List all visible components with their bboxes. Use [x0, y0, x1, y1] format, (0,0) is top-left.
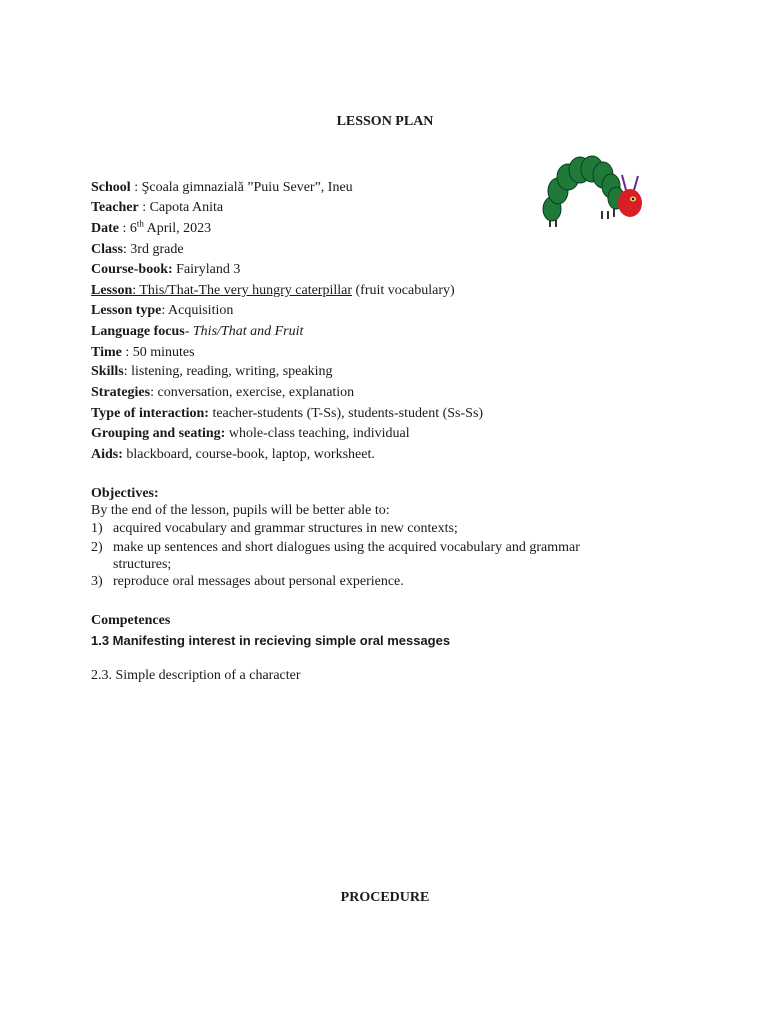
- coursebook-line: Course-book: Fairyland 3: [91, 262, 241, 277]
- caterpillar-head: [618, 175, 642, 217]
- objectives-intro: By the end of the lesson, pupils will be better able to:: [91, 503, 390, 518]
- skills-line: Skills: listening, reading, writing, speaking: [91, 364, 333, 379]
- aids-line: Aids: blackboard, course-book, laptop, worksheet.: [91, 447, 375, 462]
- competence-item: 2.3. Simple description of a character: [91, 668, 301, 683]
- caterpillar-illustration: [540, 153, 644, 233]
- competences-heading: Competences: [91, 613, 171, 628]
- competence-item: 1.3 Manifesting interest in recieving simple oral messages: [91, 633, 451, 648]
- procedure-heading: PROCEDURE: [340, 890, 430, 905]
- strategies-line: Strategies: conversation, exercise, explanation: [91, 385, 355, 400]
- lesson-line: Lesson: This/That-The very hungry caterpillar (fruit vocabulary): [91, 283, 455, 298]
- school-line: School : Şcoala gimnazială ”Puiu Sever”, Ineu: [91, 180, 353, 195]
- date-line: Date : 6th April, 2023: [91, 218, 212, 236]
- lesson-plan-title: LESSON PLAN: [336, 114, 434, 129]
- lesson-type-line: Lesson type: Acquisition: [91, 303, 234, 318]
- objective-item: 1) acquired vocabulary and grammar structures in new contexts;: [91, 521, 458, 536]
- grouping-line: Grouping and seating: whole-class teaching, individual: [91, 426, 410, 441]
- language-focus-line: Language focus- This/That and Fruit: [91, 324, 304, 339]
- caterpillar-body: [543, 156, 624, 221]
- objective-item: 3) reproduce oral messages about personal experience.: [91, 574, 404, 589]
- class-line: Class: 3rd grade: [91, 242, 184, 257]
- teacher-line: Teacher : Capota Anita: [91, 200, 224, 215]
- objectives-heading: Objectives:: [91, 486, 159, 501]
- objective-item-continuation: structures;: [113, 557, 172, 572]
- objective-item: 2) make up sentences and short dialogues using the acquired vocabulary and grammar: [91, 540, 580, 555]
- interaction-line: Type of interaction: teacher-students (T-Ss), students-student (Ss-Ss): [91, 406, 484, 421]
- time-line: Time : 50 minutes: [91, 345, 195, 360]
